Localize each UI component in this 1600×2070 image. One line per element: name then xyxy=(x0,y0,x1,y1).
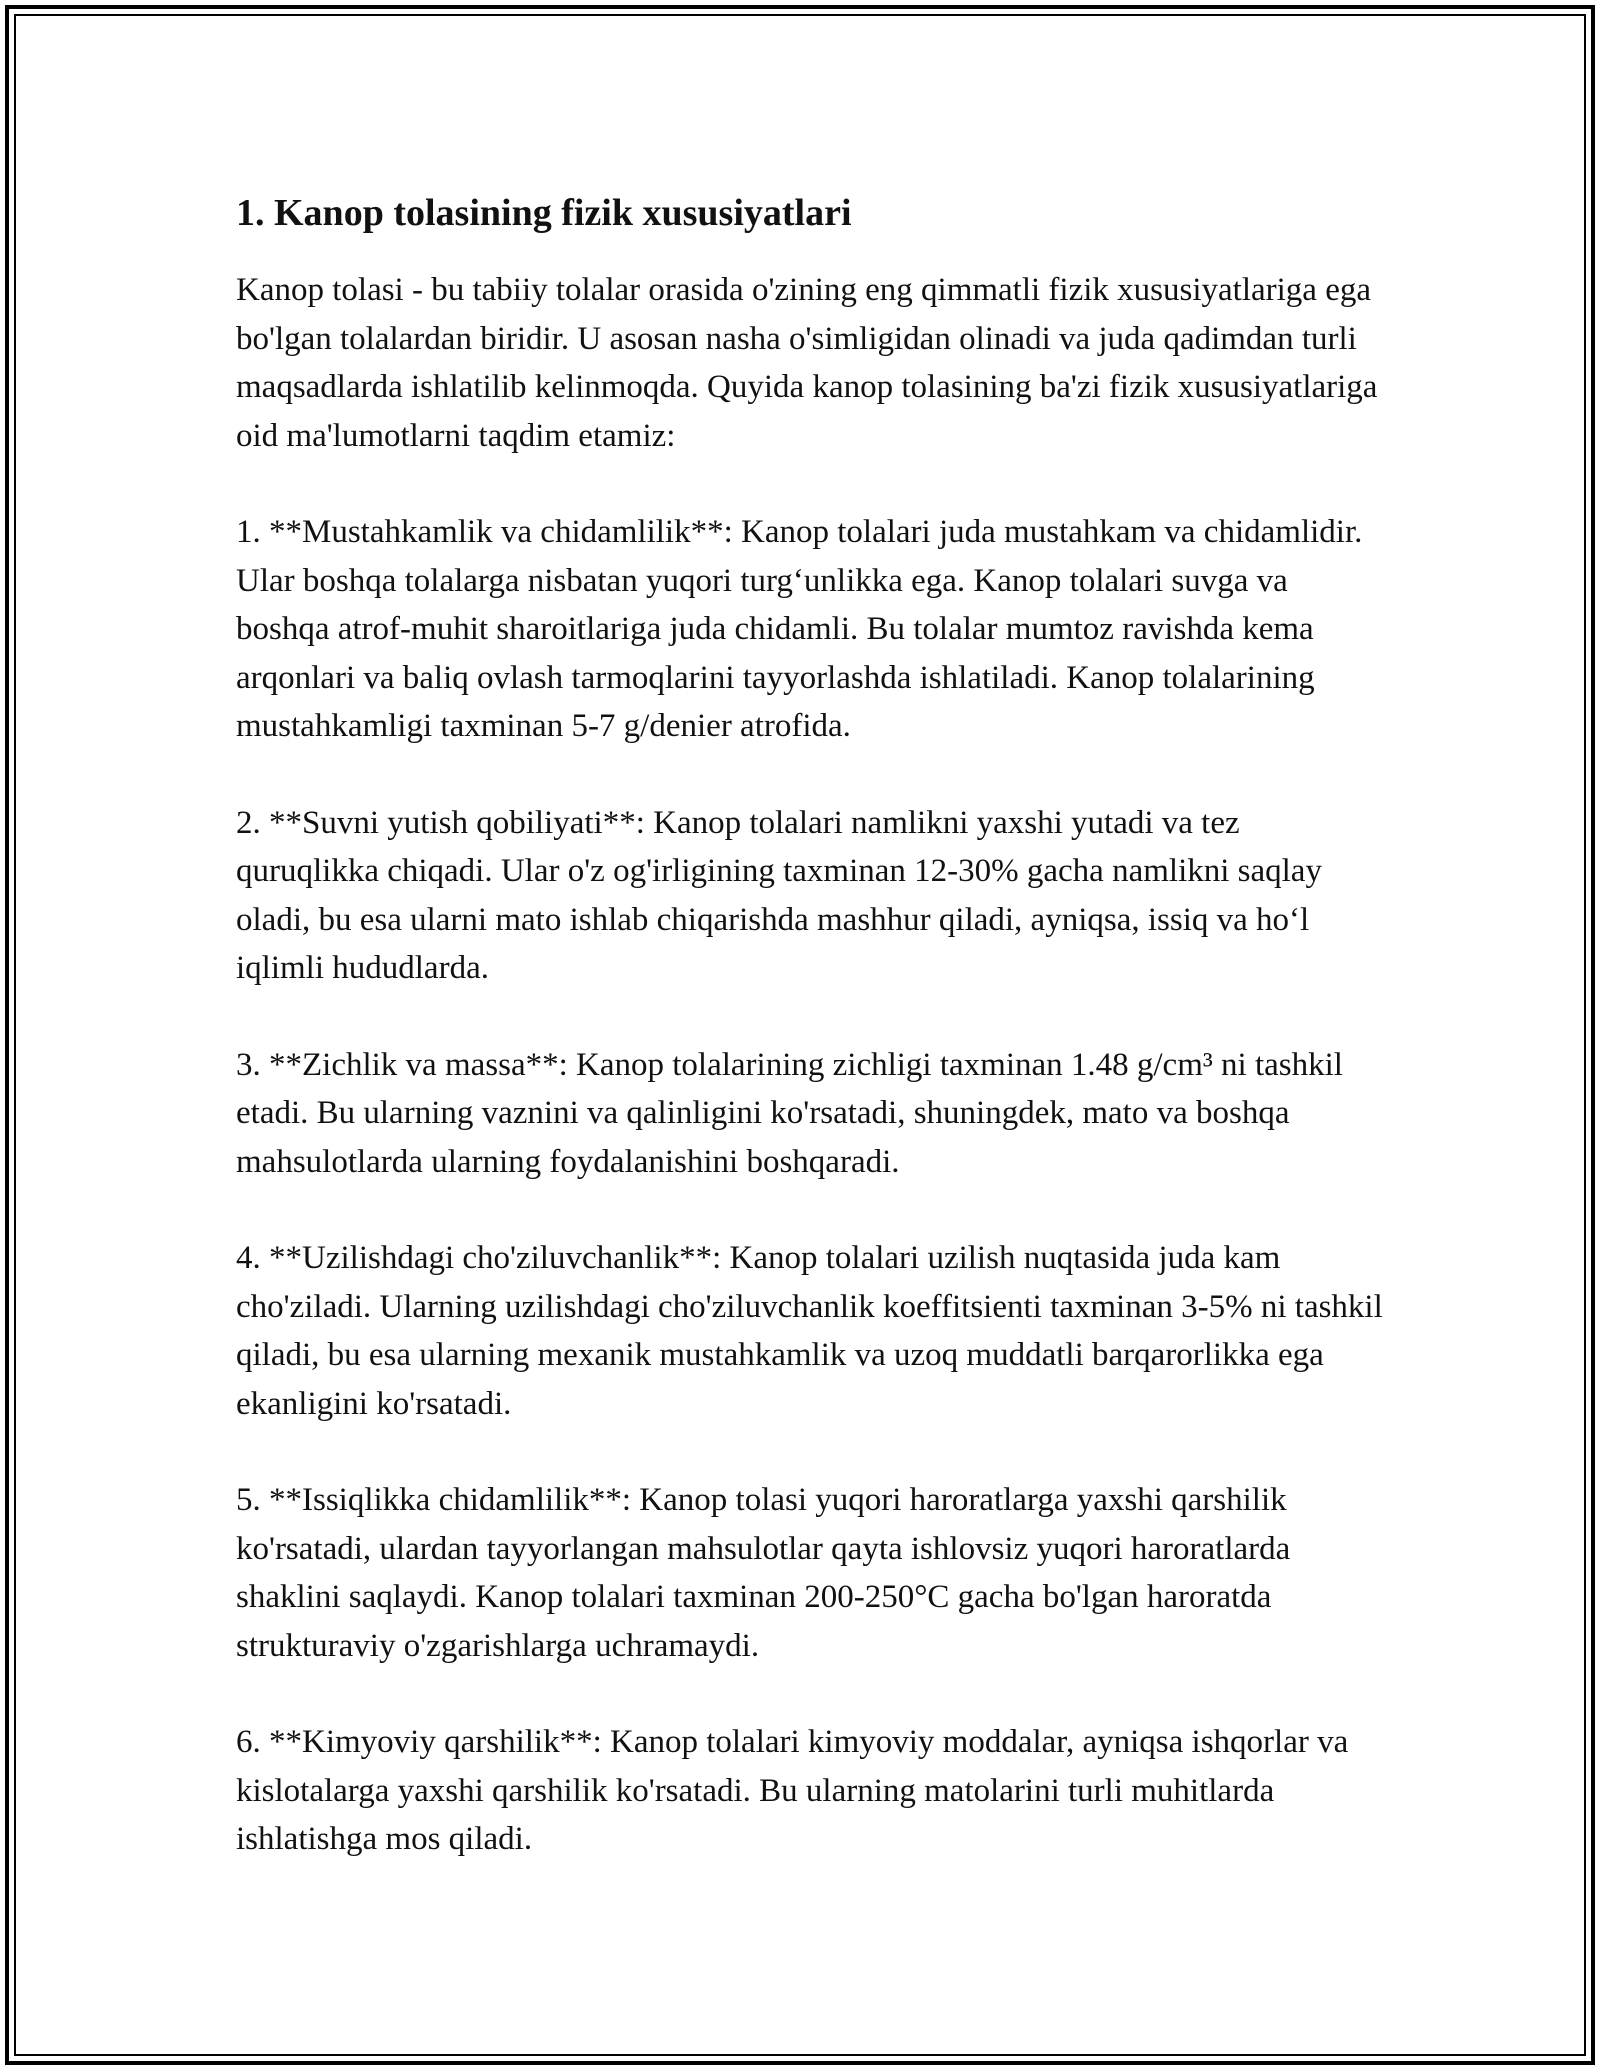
paragraph-chemical-resistance: 6. **Kimyoviy qarshilik**: Kanop tolalari kimyoviy moddalar, ayniqsa ishqorlar va kislotalarga yaxshi qarshilik ko'rsatadi. Bu ularning matolarini turli muhitlarda ishlatishga mos qiladi. xyxy=(236,1724,1349,1857)
document-body xyxy=(236,186,1386,1912)
document-title: 1. Kanop tolasining fizik xususiyatlari xyxy=(236,192,852,234)
paragraph-absorption: 2. **Suvni yutish qobiliyati**: Kanop tolalari namlikni yaxshi yutadi va tez quruqlikka chiqadi. Ular o'z og'irligining taxminan 12-30% gacha namlikni saqlay oladi, bu esa ularni mato ishlab chiqarishda mashhur qiladi, ayniqsa, issiq va ho‘l iqlimli hududlarda. xyxy=(236,804,1322,986)
paragraph-strength: 1. **Mustahkamlik va chidamlilik**: Kanop tolalari juda mustahkam va chidamlidir. Ular boshqa tolalarga nisbatan yuqori turg‘unlikka ega. Kanop tolalari suvga va boshqa atrof-muhit sharoitlariga juda chidamli. Bu tolalar mumtoz ravishda kema arqonlari va baliq ovlash tarmoqlarini tayyorlashda ishlatiladi. Kanop tolalarining mustahkamligi taxminan 5-7 g/denier atrofida. xyxy=(236,514,1363,744)
intro-paragraph: Kanop tolasi - bu tabiiy tolalar orasida o'zining eng qimmatli fizik xususiyatlariga ega bo'lgan tolalardan biridir. U asosan nasha o'simligidan olinadi va juda qadimdan turli maqsadlarda ishlatilib kelinmoqda. Quyida kanop tolasining ba'zi fizik xususiyatlariga oid ma'lumotlarni taqdim etamiz: xyxy=(236,272,1378,454)
paragraph-elongation: 4. **Uzilishdagi cho'ziluvchanlik**: Kanop tolalari uzilish nuqtasida juda kam cho'ziladi. Ularning uzilishdagi cho'ziluvchanlik koeffitsienti taxminan 3-5% ni tashkil qiladi, bu esa ularning mexanik mustahkamlik va uzoq muddatli barqarorlikka ega ekanligini ko'rsatadi. xyxy=(236,1240,1383,1422)
paragraph-heat-resistance: 5. **Issiqlikka chidamlilik**: Kanop tolasi yuqori haroratlarga yaxshi qarshilik ko'rsatadi, ulardan tayyorlangan mahsulotlar qayta ishlovsiz yuqori haroratlarda shaklini saqlaydi. Kanop tolalari taxminan 200-250°C gacha bo'lgan haroratda strukturaviy o'zgarishlarga uchramaydi. xyxy=(236,1482,1291,1664)
paragraph-density: 3. **Zichlik va massa**: Kanop tolalarining zichligi taxminan 1.48 g/cm³ ni tashkil etadi. Bu ularning vaznini va qalinligini ko'rsatadi, shuningdek, mato va boshqa mahsulotlarda ularning foydalanishini boshqaradi. xyxy=(236,1046,1343,1180)
